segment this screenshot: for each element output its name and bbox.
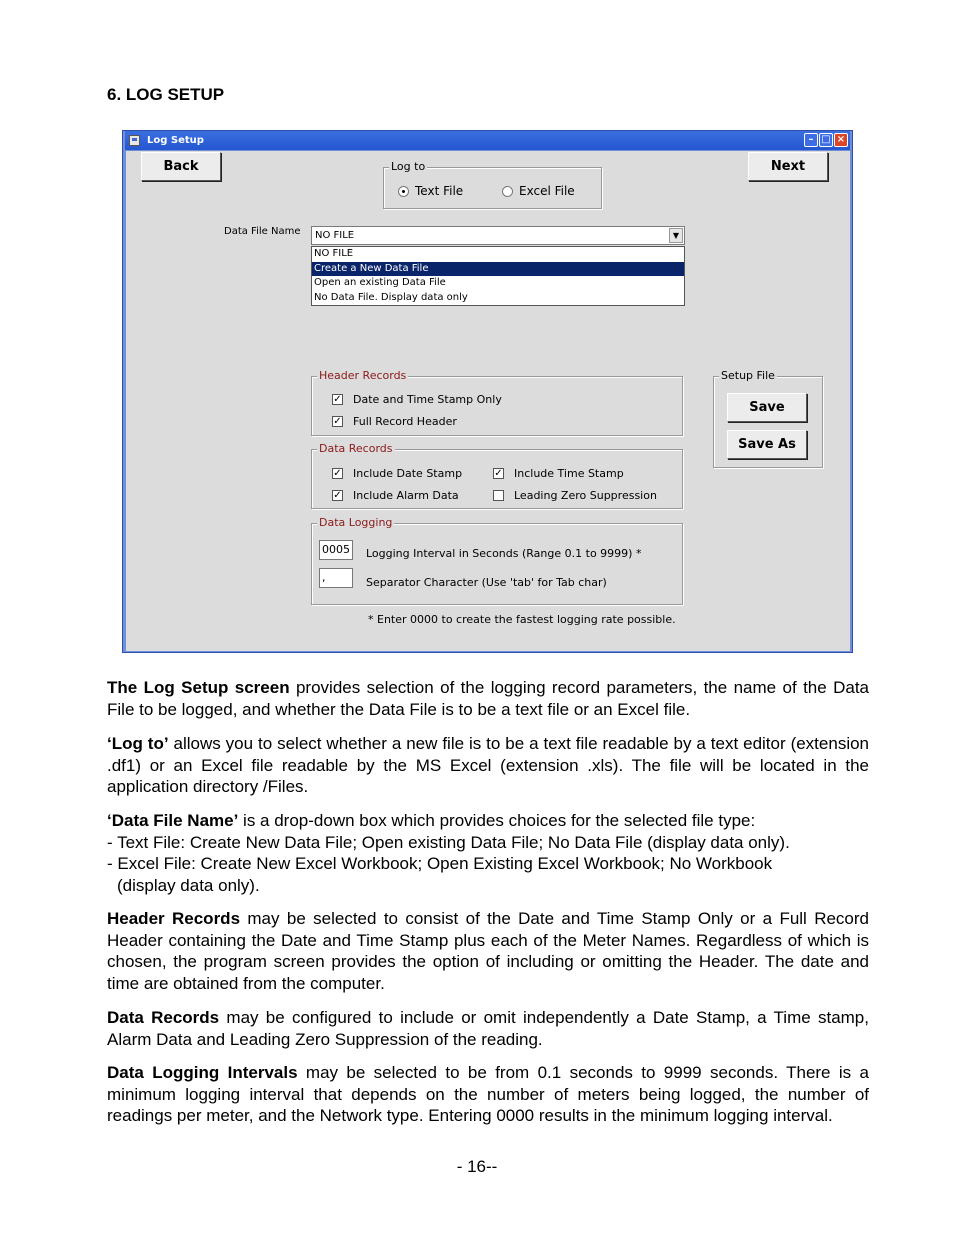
data-logging-legend: Data Logging [319,516,393,529]
checkbox-include-alarm-data[interactable] [332,489,459,502]
page-number: - 16-- [456,1157,498,1176]
paragraph-text: provides selection of the logging record parameters, the name of the Data File to be logged, and whether the Data File is to be a text file or an Excel file. [107,678,869,719]
dropdown-value: NO FILE [315,230,355,241]
radio-dot-icon [502,186,513,197]
bold-term: Data Logging Intervals [107,1063,298,1082]
log-to-legend: Log to [391,160,426,173]
window-title: Log Setup [147,135,204,146]
log-setup-window [122,130,853,653]
separator-input[interactable]: , [319,568,353,588]
checkmark-icon: ✓ [333,416,342,427]
separator-label: Separator Character (Use 'tab' for Tab char) [366,576,607,589]
checkmark-icon: ✓ [333,394,342,405]
data-file-name-select[interactable] [311,226,685,245]
list-item: - Excel File: Create New Excel Workbook; Open Existing Excel Workbook; No Workbook [107,854,773,874]
checkbox-full-record-header[interactable] [332,415,457,428]
minimize-icon[interactable]: – [804,133,818,147]
header-records-group [311,369,683,436]
paragraph-log-to [107,733,869,798]
checkbox-label: Full Record Header [353,415,457,428]
bold-term: Data Records [107,1008,220,1027]
data-records-legend: Data Records [319,442,393,455]
checkbox-label: Leading Zero Suppression [514,489,657,502]
list-item-continuation: (display data only). [117,875,260,895]
window-client-area [126,151,850,651]
paragraph-text: may be configured to include or omit independently a Date Stamp, a Time stamp, Alarm Data and Leading Zero Suppression of the reading. [107,1008,869,1049]
back-button[interactable]: Back [141,152,221,181]
checkmark-icon: ✓ [333,468,342,479]
section-title: 6. LOG SETUP [107,85,225,104]
radio-excel-file-label: Excel File [519,184,575,198]
checkbox-include-time-stamp[interactable] [493,467,624,480]
checkbox-date-time-only[interactable] [332,393,502,406]
paragraph-log-setup-screen [107,677,869,720]
list-item: - Text File: Create New Data File; Open existing Data File; No Data File (display data only). [107,832,790,852]
log-to-group [383,160,602,209]
setup-file-group [713,369,823,468]
bold-term: The Log Setup screen [107,678,290,697]
setup-file-legend: Setup File [721,369,775,382]
dropdown-option-highlighted[interactable]: Create a New Data File [312,262,684,277]
radio-text-file-label: Text File [415,184,464,198]
checkbox-empty-icon [493,490,504,501]
paragraph-text: is a drop-down box which provides choices for the selected file type: [238,811,756,830]
paragraph-data-records [107,1007,869,1050]
checkbox-include-date-stamp[interactable] [332,467,462,480]
app-icon [129,135,140,146]
paragraph-text: may be selected to be from 0.1 seconds to 9999 seconds. There is a minimum logging interval that depends on the number of meters being logged, the number of readings per meter, and the Network type. Entering 0000 results in the minimum logging interval. [107,1063,869,1126]
chevron-down-icon[interactable]: ▼ [669,228,683,243]
dropdown-option[interactable]: NO FILE [314,248,354,259]
footnote: * Enter 0000 to create the fastest logging rate possible. [368,613,676,626]
logging-interval-input[interactable]: 0005 [319,540,353,560]
radio-excel-file[interactable] [502,184,575,198]
next-button[interactable]: Next [748,152,828,181]
checkbox-label: Date and Time Stamp Only [353,393,502,406]
paragraph-data-file-name [107,810,869,896]
logging-interval-label: Logging Interval in Seconds (Range 0.1 to 9999) * [366,547,642,560]
checkbox-label: Include Time Stamp [514,467,624,480]
checkbox-label: Include Date Stamp [353,467,463,480]
paragraph-text: may be selected to consist of the Date and Time Stamp Only or a Full Record Header containing the Date and Time Stamp plus each of the Meter Names. Regardless of which is chosen, the program screen provides the option of including or omitting the Header. The date and time are obtained from the computer. [107,909,869,993]
maximize-icon[interactable]: □ [819,133,833,147]
checkmark-icon: ✓ [494,468,503,479]
data-logging-group [311,516,683,605]
save-as-button[interactable]: Save As [727,430,807,459]
dropdown-option[interactable]: No Data File. Display data only [314,291,468,303]
radio-dot-icon [398,186,409,197]
radio-text-file[interactable] [398,184,463,198]
checkbox-leading-zero-suppression[interactable] [493,489,657,502]
bold-term: Header Records [107,909,241,928]
close-icon[interactable]: × [834,133,848,147]
save-button[interactable]: Save [727,393,807,422]
paragraph-data-logging-intervals [107,1062,869,1127]
dropdown-list [311,246,685,306]
data-records-group [311,442,683,509]
paragraph-header-records [107,908,869,994]
window-titlebar [125,131,850,150]
header-records-legend: Header Records [319,369,407,382]
dropdown-option[interactable]: Open an existing Data File [314,277,446,288]
bold-term: ‘Log to’ [107,734,169,753]
checkmark-icon: ✓ [333,490,342,501]
paragraph-text: allows you to select whether a new file is to be a text file readable by a text editor (extension .df1) or an Excel file readable by the MS Excel (extension .xls). The file will be located in the application directory /Files. [107,734,870,797]
checkbox-label: Include Alarm Data [353,489,459,502]
data-file-name-label: Data File Name [224,226,301,237]
bold-term: ‘Data File Name’ [107,811,239,830]
